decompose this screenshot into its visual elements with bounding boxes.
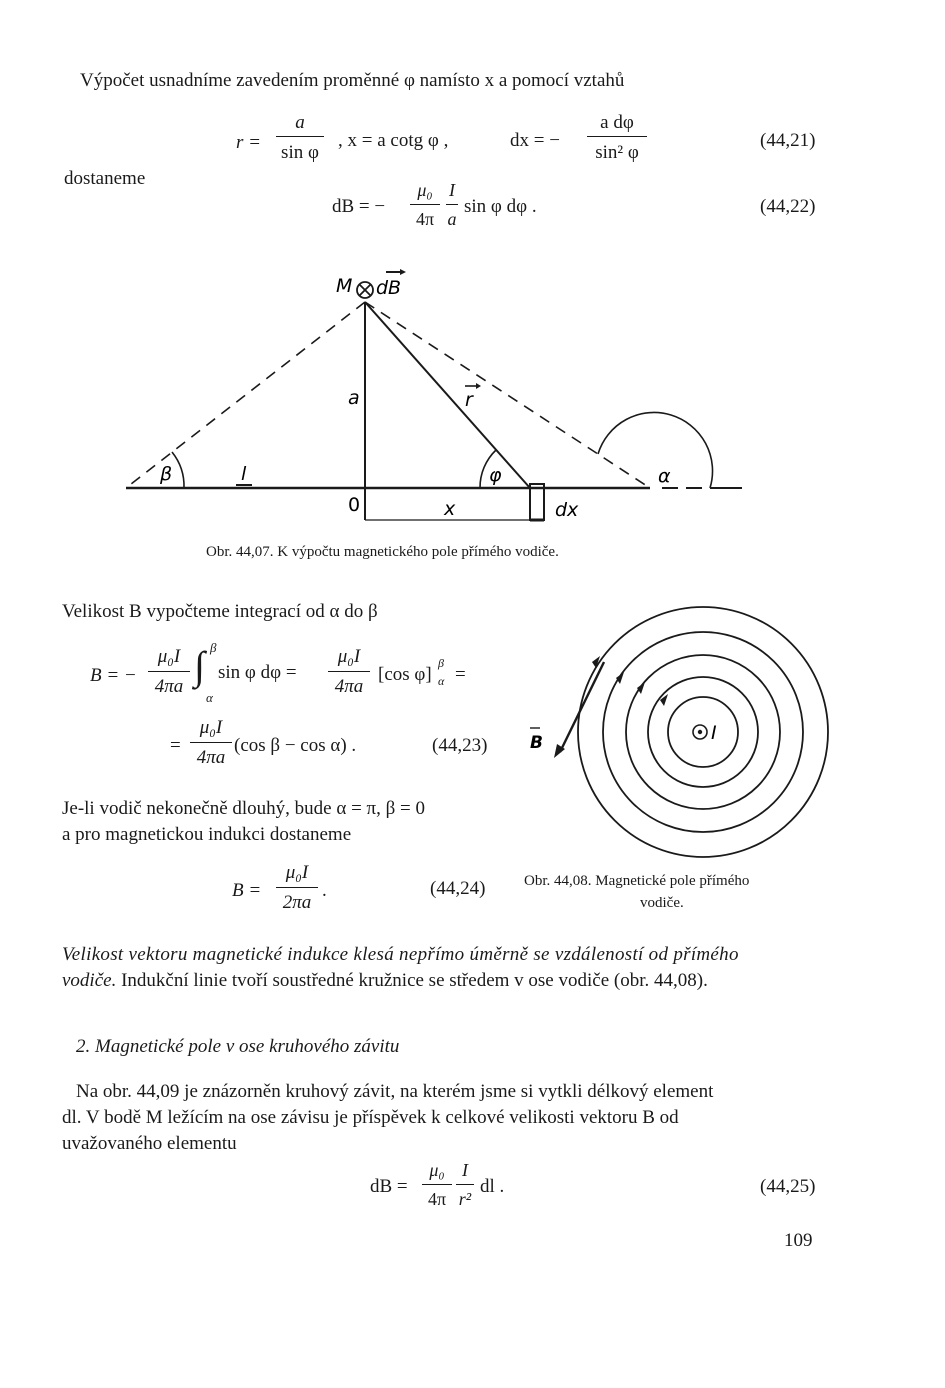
figure-44-08-caption-2: vodiče.: [640, 895, 684, 911]
eq23-line2-rest: (cos β − cos α) .: [234, 735, 357, 756]
eq22-f1-num: μ₀: [417, 180, 433, 200]
velikost-text: Velikost B vypočteme integrací od α do β: [62, 601, 378, 622]
eq23-upper: β: [210, 640, 217, 655]
circle-arrowhead: [637, 682, 645, 694]
label-M: M: [336, 275, 353, 297]
eq24-lhs: B =: [232, 880, 262, 901]
figure-44-07: [110, 268, 770, 530]
eq22-f2-num: I: [449, 180, 455, 200]
label-dx: dx: [555, 499, 579, 521]
eq23-f2-num: μ₀I: [337, 646, 361, 667]
eq22-rest: sin φ dφ .: [464, 196, 537, 217]
r-arrowhead: [476, 383, 481, 389]
eq21-dx-num: a dφ: [600, 112, 634, 133]
eq25-f1-den: 4π: [427, 1189, 447, 1209]
eq25-rest: dl .: [480, 1176, 505, 1197]
eq24-num: μ₀I: [285, 862, 309, 883]
eq21-r-num: a: [295, 112, 305, 133]
label-dB: dB: [376, 277, 402, 299]
paragraph-italic-line-2: vodiče.: [62, 970, 117, 991]
eq21-dx-lhs: dx = −: [510, 130, 560, 151]
eq22-f2-den: a: [447, 209, 457, 229]
label-B: B: [530, 733, 543, 753]
intro-text: Výpočet usnadníme zavedením proměnné φ namísto x a pomocí vztahů: [80, 70, 625, 91]
eq25-f2-num: I: [462, 1160, 468, 1180]
eq23-line2-eq: =: [170, 735, 181, 756]
section-title-text: 2. Magnetické pole v ose kruhového závitu: [76, 1036, 400, 1057]
eq25-f2-den: r²: [458, 1189, 472, 1209]
eq23-f1-den: 4πa: [154, 676, 184, 697]
figure-44-08-caption-1: Obr. 44,08. Magnetické pole přímého: [524, 873, 750, 889]
into-page-icon: [357, 282, 373, 298]
out-of-page-icon: [693, 725, 707, 739]
eq23-f2-den: 4πa: [334, 676, 364, 697]
dB-arrowhead: [400, 269, 406, 275]
paragraph-italic-line-1: Velikost vektoru magnetické indukce klesá nepřímo úměrně se vzdáleností od přímého: [62, 944, 739, 965]
eq24-number: (44,24): [430, 878, 486, 899]
eq23-integrand: sin φ dφ =: [218, 662, 297, 683]
eq25-number: (44,25): [760, 1176, 816, 1197]
section-title: [76, 1036, 399, 1058]
paragraph2-line-2: dl. V bodě M ležícím na ose závisu je příspěvek k celkové velikosti vektoru B od: [62, 1107, 679, 1128]
label-beta: β: [160, 463, 173, 485]
label-r: r: [465, 389, 473, 411]
eq22-lhs: dB = −: [332, 196, 386, 217]
eq23-b-lower: α: [438, 674, 445, 688]
figure-44-08: [520, 606, 830, 862]
dostaneme-text: dostaneme: [64, 168, 146, 189]
eq23-b-upper: β: [438, 656, 444, 670]
paragraph-rest-line-2: Indukční linie tvoří soustředné kružnice se středem v ose vodiče (obr. 44,08).: [116, 970, 708, 991]
label-a: a: [348, 387, 360, 409]
eq23-f3-num: μ₀I: [199, 717, 223, 738]
eq23-lhs: B = −: [90, 665, 137, 686]
eq22-number: (44,22): [760, 196, 816, 217]
eq23-eq-end: =: [455, 664, 466, 685]
eq21-number: (44,21): [760, 130, 816, 151]
eq25-f1-num: μ₀: [429, 1160, 445, 1180]
eq25-lhs: dB =: [370, 1176, 408, 1197]
dx-element: [530, 484, 544, 520]
dashed-left-line: [126, 302, 365, 488]
eq24-den: 2πa: [282, 892, 312, 913]
eq21-dx-den: sin² φ: [595, 142, 639, 163]
paragraph-line-2: [62, 970, 708, 992]
label-l: l: [241, 463, 247, 485]
eq21-x-part: , x = a cotg φ ,: [338, 130, 449, 151]
jeli-text-1: Je-li vodič nekonečně dlouhý, bude α = π, β = 0: [62, 798, 426, 819]
eq23-number: (44,23): [432, 735, 488, 756]
figure-44-07-caption: Obr. 44,07. K výpočtu magnetického pole přímého vodiče.: [206, 544, 559, 560]
eq23-f1-num: μ₀I: [157, 646, 181, 667]
eq21-r-den: sin φ: [281, 142, 319, 163]
r-line: [365, 302, 530, 488]
label-O: 0: [348, 494, 361, 516]
page-number: 109: [784, 1230, 813, 1251]
eq21-r-lhs: r =: [236, 132, 261, 153]
eq23-lower: α: [206, 690, 213, 705]
jeli-text-2: a pro magnetickou indukci dostaneme: [62, 824, 352, 845]
eq23-f3-den: 4πa: [196, 747, 226, 768]
eq24-dot: .: [322, 880, 327, 901]
alpha-arc: [598, 412, 713, 488]
integral-sign: ∫: [194, 643, 205, 688]
eq23-bracket: [cos φ]: [378, 664, 432, 685]
label-alpha: α: [658, 465, 671, 487]
label-I: I: [711, 722, 717, 744]
B-tangent-vector: [560, 662, 604, 752]
paragraph2-line-3: uvažovaného elementu: [62, 1133, 237, 1154]
dashed-right-line: [365, 302, 650, 488]
beta-arc: [172, 452, 184, 488]
label-phi: φ: [489, 464, 502, 486]
eq22-f1-den: 4π: [415, 209, 435, 229]
paragraph2-line-1: Na obr. 44,09 je znázorněn kruhový závit, na kterém jsme si vytkli délkový element: [76, 1081, 714, 1102]
label-x: x: [444, 498, 456, 520]
